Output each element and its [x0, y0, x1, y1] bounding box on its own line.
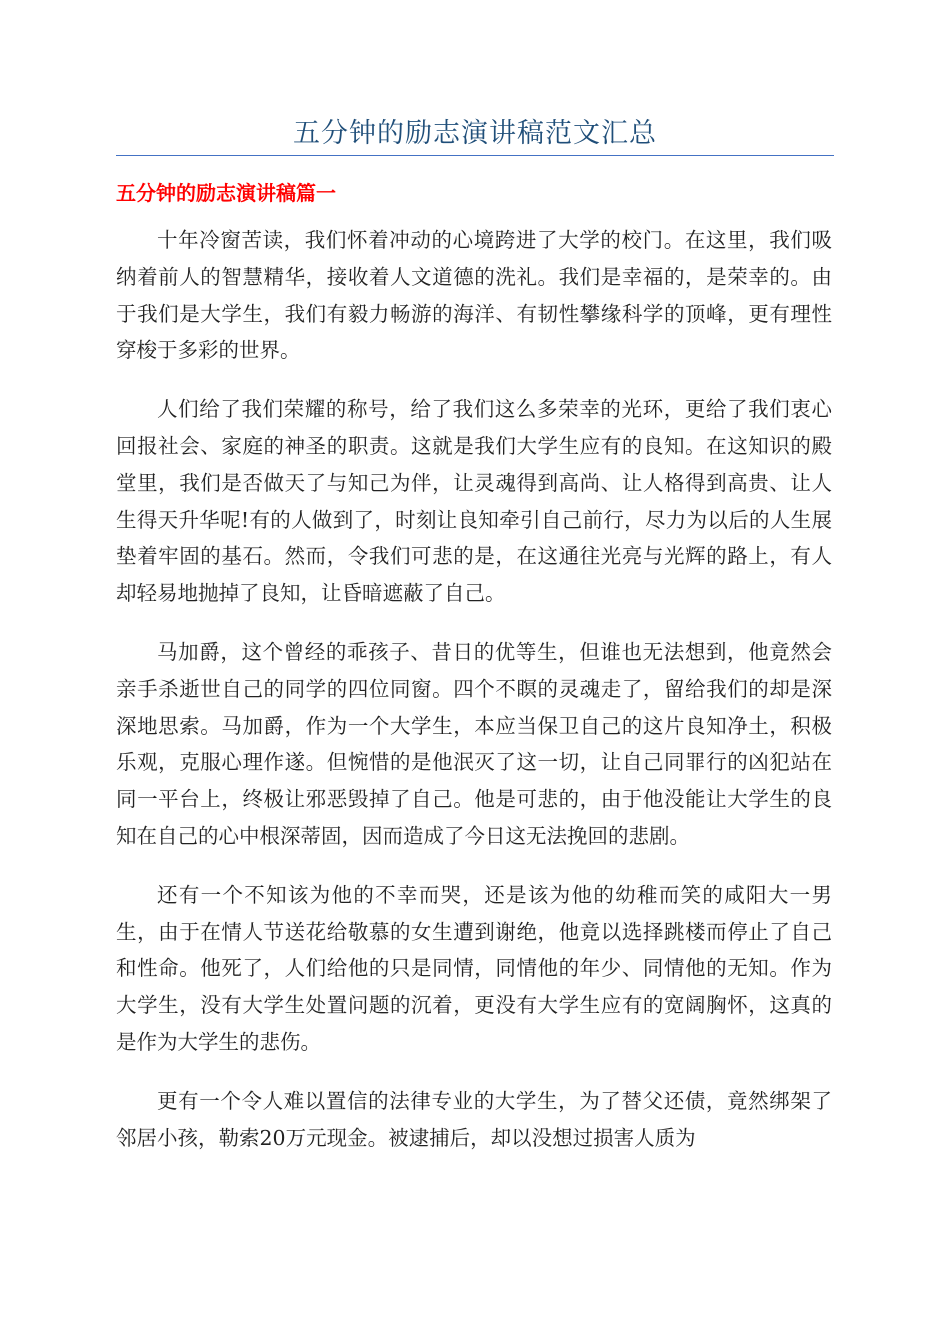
- paragraph: 还有一个不知该为他的不幸而哭，还是该为他的幼稚而笑的咸阳大一男生，由于在情人节送花给敬慕的女生遭到谢绝，他竟以选择跳楼而停止了自己和性命。他死了，人们给他的只是同情，同情他的年少、同情他的无知。作为大学生，没有大学生处置问题的沉着，更没有大学生应有的宽阔胸怀，这真的是作为大学生的悲伤。: [116, 882, 832, 1054]
- paragraph: 马加爵，这个曾经的乖孩子、昔日的优等生，但谁也无法想到，他竟然会亲手杀逝世自己的同学的四位同窗。四个不瞑的灵魂走了，留给我们的却是深深地思索。马加爵，作为一个大学生，本应当保卫自己的这片良知净土，积极乐观，克服心理作遂。但惋惜的是他泯灭了这一切，让自己同罪行的凶犯站在同一平台上，终极让邪恶毁掉了自己。他是可悲的，由于他没能让大学生的良知在自己的心中根深蒂固，因而造成了今日这无法挽回的悲剧。: [116, 639, 832, 848]
- document-title: 五分钟的励志演讲稿范文汇总: [293, 118, 657, 149]
- paragraph: 十年冷窗苦读，我们怀着冲动的心境跨进了大学的校门。在这里，我们吸纳着前人的智慧精华，接收着人文道德的洗礼。我们是幸福的，是荣幸的。由于我们是大学生，我们有毅力畅游的海洋、有韧性攀缘科学的顶峰，更有理性穿梭于多彩的世界。: [116, 228, 832, 363]
- paragraph: 人们给了我们荣耀的称号，给了我们这么多荣幸的光环，更给了我们衷心回报社会、家庭的神圣的职责。这就是我们大学生应有的良知。在这知识的殿堂里，我们是否做天了与知己为伴，让灵魂得到高尚、让人格得到高贵、让人生得天升华呢!有的人做到了，时刻让良知牵引自己前行，尽力为以后的人生展垫着牢固的基石。然而，令我们可悲的是，在这通往光亮与光辉的路上，有人却轻易地抛掉了良知，让昏暗遮蔽了自己。: [116, 397, 832, 606]
- body-text: [116, 222, 832, 1178]
- paragraph: 更有一个令人难以置信的法律专业的大学生，为了替父还债，竟然绑架了邻居小孩，勒索20万元现金。被逮捕后，却以没想过损害人质为: [116, 1088, 832, 1150]
- title-underline-rule: [116, 155, 834, 156]
- section-heading: 五分钟的励志演讲稿篇一: [116, 181, 336, 205]
